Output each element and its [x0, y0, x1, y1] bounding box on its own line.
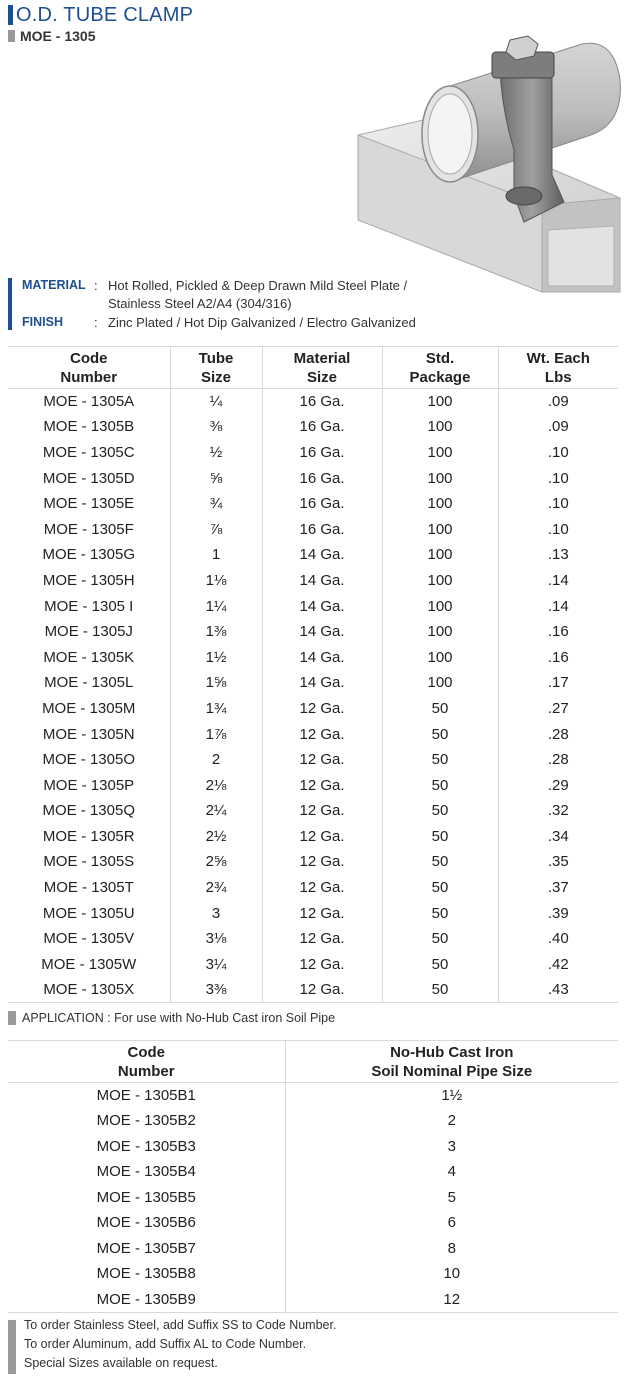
application-text: APPLICATION : For use with No-Hub Cast iron Soil Pipe — [22, 1011, 336, 1025]
tube-size-cell: ⅞ — [170, 516, 262, 542]
std-package-cell: 50 — [382, 747, 498, 773]
weight-cell: .10 — [498, 516, 618, 542]
std-package-cell: 100 — [382, 414, 498, 440]
table-row — [8, 696, 618, 722]
material-size-cell: 16 Ga. — [262, 440, 382, 466]
finish-separator: : — [94, 315, 98, 330]
pipe-size-cell: 4 — [285, 1159, 618, 1185]
header-line: Soil Nominal Pipe Size — [371, 1062, 533, 1080]
table-row — [8, 1159, 618, 1185]
code-number-cell: MOE - 1305B9 — [8, 1287, 285, 1313]
tube-size-cell: 1¼ — [170, 593, 262, 619]
tube-size-cell: 1⅜ — [170, 619, 262, 645]
main-table-header-row — [8, 347, 618, 389]
std-package-cell: 100 — [382, 389, 498, 415]
table-row — [8, 900, 618, 926]
code-number-cell: MOE - 1305B5 — [96, 1188, 196, 1206]
code-number-cell: MOE - 1305A — [43, 393, 135, 411]
tube-size-cell: 1⅝ — [170, 670, 262, 696]
material-size-cell: 12 Ga. — [262, 772, 382, 798]
code-number-cell: MOE - 1305R — [42, 827, 135, 845]
weight-cell: .16 — [498, 644, 618, 670]
tube-size-cell: 2⅛ — [170, 772, 262, 798]
table-row — [8, 491, 618, 517]
tube-size-cell: ⅝ — [170, 465, 262, 491]
code-number-cell: MOE - 1305K — [43, 648, 135, 666]
code-number-cell: MOE - 1305T — [43, 879, 134, 897]
tube-size-cell: 1½ — [170, 644, 262, 670]
table-row — [8, 414, 618, 440]
model-number: MOE - 1305 — [20, 28, 96, 44]
header-tube-size — [170, 347, 262, 389]
table-row — [8, 1210, 618, 1236]
std-package-cell: 100 — [382, 670, 498, 696]
weight-cell: .14 — [498, 593, 618, 619]
table-row — [8, 849, 618, 875]
std-package-cell: 50 — [382, 977, 498, 1003]
code-number-cell: MOE - 1305X — [8, 977, 170, 1003]
main-spec-table — [8, 346, 618, 1003]
pipe-size-cell: 6 — [285, 1210, 618, 1236]
code-number-cell: MOE - 1305B8 — [96, 1265, 196, 1283]
code-number-cell: MOE - 1305S — [43, 853, 135, 871]
tube-size-cell: 3 — [170, 900, 262, 926]
table-row — [8, 926, 618, 952]
std-package-cell: 50 — [382, 926, 498, 952]
code-number-cell: MOE - 1305G — [42, 546, 136, 564]
code-number-cell: MOE - 1305V — [43, 930, 135, 948]
tube-size-cell: 2 — [170, 747, 262, 773]
tube-size-cell: 3⅜ — [170, 977, 262, 1003]
material-size-cell: 12 Ga. — [262, 952, 382, 978]
weight-cell: .16 — [498, 619, 618, 645]
table-row — [8, 440, 618, 466]
weight-cell: .39 — [498, 900, 618, 926]
table-row — [8, 1261, 618, 1287]
tube-size-cell: 3¼ — [170, 952, 262, 978]
std-package-cell: 50 — [382, 952, 498, 978]
pipe-size-cell: 8 — [285, 1236, 618, 1262]
table-row — [8, 1134, 618, 1160]
header-line: No-Hub Cast Iron — [390, 1043, 514, 1061]
material-size-cell: 16 Ga. — [262, 491, 382, 517]
notes-accent-bar — [8, 1320, 16, 1374]
table-row — [8, 389, 618, 415]
code-number-cell: MOE - 1305C — [42, 443, 135, 461]
material-size-cell: 12 Ga. — [262, 977, 382, 1003]
header-material-size — [262, 347, 382, 389]
code-number-cell: MOE - 1305B4 — [96, 1163, 196, 1181]
table-row — [8, 516, 618, 542]
tube-size-cell: 2½ — [170, 824, 262, 850]
weight-cell: .27 — [498, 696, 618, 722]
title-row — [8, 4, 193, 26]
header-line: Lbs — [544, 368, 572, 386]
table-row — [8, 721, 618, 747]
table-row — [8, 1236, 618, 1262]
std-package-cell: 100 — [382, 568, 498, 594]
table-row — [8, 772, 618, 798]
header-line: Tube — [198, 349, 234, 367]
weight-cell: .10 — [498, 440, 618, 466]
material-size-cell: 12 Ga. — [262, 849, 382, 875]
std-package-cell: 100 — [382, 619, 498, 645]
header-line: Number — [60, 368, 118, 386]
weight-cell: .17 — [498, 670, 618, 696]
tube-size-cell: ¼ — [170, 389, 262, 415]
std-package-cell: 100 — [382, 440, 498, 466]
code-number-cell: MOE - 1305J — [44, 623, 133, 641]
header-std-package — [382, 347, 498, 389]
header-line: Size — [200, 368, 231, 386]
weight-cell: .32 — [498, 798, 618, 824]
code-number-cell: MOE - 1305H — [42, 571, 135, 589]
material-separator: : — [94, 278, 98, 293]
tube-size-cell: 3⅛ — [170, 926, 262, 952]
code-number-cell: MOE - 1305B1 — [96, 1087, 196, 1104]
material-size-cell: 12 Ga. — [262, 798, 382, 824]
std-package-cell: 50 — [382, 824, 498, 850]
std-package-cell: 100 — [382, 644, 498, 670]
material-size-cell: 12 Ga. — [262, 875, 382, 901]
header-code-number — [8, 347, 170, 389]
application-accent-bar — [8, 1011, 16, 1025]
code-number-cell: MOE - 1305U — [42, 904, 135, 922]
std-package-cell: 50 — [382, 900, 498, 926]
std-package-cell: 50 — [382, 696, 498, 722]
table-row — [8, 875, 618, 901]
weight-cell: .37 — [498, 875, 618, 901]
model-accent-bar — [8, 30, 15, 42]
pipe-size-cell: 3 — [285, 1134, 618, 1160]
pipe-size-cell: 10 — [285, 1261, 618, 1287]
material-size-cell: 16 Ga. — [262, 465, 382, 491]
material-size-cell: 14 Ga. — [262, 568, 382, 594]
code-number-cell: MOE - 1305B7 — [96, 1239, 196, 1257]
table-row — [8, 465, 618, 491]
std-package-cell: 50 — [382, 875, 498, 901]
code-number-cell: MOE - 1305L — [44, 674, 134, 692]
table-row — [8, 1083, 618, 1109]
tube-size-cell: 1⅞ — [170, 721, 262, 747]
material-size-cell: 12 Ga. — [262, 926, 382, 952]
weight-cell: .09 — [498, 414, 618, 440]
code-number-cell: MOE - 1305O — [42, 751, 136, 769]
material-size-cell: 12 Ga. — [262, 747, 382, 773]
std-package-cell: 50 — [382, 798, 498, 824]
tube-size-cell: 1¾ — [170, 696, 262, 722]
note-line: To order Stainless Steel, add Suffix SS to Code Number. — [24, 1318, 337, 1332]
table-row — [8, 619, 618, 645]
tube-size-cell: ⅜ — [170, 414, 262, 440]
code-number-cell: MOE - 1305N — [42, 725, 135, 743]
tube-size-cell: 2¾ — [170, 875, 262, 901]
no-hub-table-header-row — [8, 1041, 618, 1083]
table-row — [8, 670, 618, 696]
pipe-size-cell: 12 — [285, 1287, 618, 1313]
table-row — [8, 1287, 618, 1313]
code-number-cell: MOE - 1305 I — [44, 597, 134, 615]
code-number-cell: MOE - 1305F — [43, 520, 134, 538]
table-row — [8, 977, 618, 1003]
std-package-cell: 50 — [382, 721, 498, 747]
table-row — [8, 747, 618, 773]
weight-cell: .42 — [498, 952, 618, 978]
weight-cell: .10 — [498, 491, 618, 517]
header-line: Code — [127, 1043, 165, 1061]
material-size-cell: 12 Ga. — [262, 900, 382, 926]
pipe-size-cell: 5 — [285, 1185, 618, 1211]
weight-cell: .14 — [498, 568, 618, 594]
page-title: O.D. TUBE CLAMP — [16, 3, 194, 26]
table-row — [8, 593, 618, 619]
weight-cell: .43 — [498, 977, 618, 1003]
material-size-cell: 14 Ga. — [262, 619, 382, 645]
table-row — [8, 1108, 618, 1134]
std-package-cell: 50 — [382, 849, 498, 875]
code-number-cell: MOE - 1305M — [42, 699, 136, 717]
no-hub-table — [8, 1040, 618, 1313]
header-line: Package — [409, 368, 471, 386]
material-size-cell: 12 Ga. — [262, 721, 382, 747]
weight-cell: .09 — [498, 389, 618, 415]
weight-cell: .34 — [498, 824, 618, 850]
weight-cell: .10 — [498, 465, 618, 491]
tube-size-cell: ½ — [170, 440, 262, 466]
pipe-size-cell: 1½ — [285, 1083, 618, 1109]
title-accent-bar — [8, 5, 13, 25]
std-package-cell: 100 — [382, 542, 498, 568]
std-package-cell: 100 — [382, 516, 498, 542]
table-row — [8, 952, 618, 978]
code-number-cell: MOE - 1305B6 — [96, 1214, 196, 1232]
table-row — [8, 542, 618, 568]
header-line: Std. — [425, 349, 455, 367]
header-weight-each — [498, 347, 618, 389]
code-number-cell: MOE - 1305W — [41, 955, 137, 973]
std-package-cell: 100 — [382, 491, 498, 517]
weight-cell: .28 — [498, 721, 618, 747]
material-size-cell: 12 Ga. — [262, 824, 382, 850]
code-number-cell: MOE - 1305B3 — [96, 1137, 196, 1155]
tube-size-cell: ¾ — [170, 491, 262, 517]
code-number-cell: MOE - 1305E — [43, 495, 135, 513]
weight-cell: .35 — [498, 849, 618, 875]
header-line: Wt. Each — [526, 349, 590, 367]
code-number-cell: MOE - 1305Q — [42, 802, 136, 820]
table-row — [8, 1185, 618, 1211]
weight-cell: .28 — [498, 747, 618, 773]
header-line: Size — [306, 368, 337, 386]
weight-cell: .13 — [498, 542, 618, 568]
header-line: Number — [117, 1062, 175, 1080]
application-row — [8, 1010, 335, 1026]
material-value-line1: Hot Rolled, Pickled & Deep Drawn Mild Steel Plate / — [108, 278, 408, 293]
spec-accent-bar — [8, 278, 12, 330]
material-size-cell: 16 Ga. — [262, 414, 382, 440]
table-row — [8, 644, 618, 670]
material-value-line2: Stainless Steel A2/A4 (304/316) — [108, 296, 292, 311]
header-code-number — [8, 1041, 285, 1083]
note-line: To order Aluminum, add Suffix AL to Code Number. — [24, 1337, 307, 1351]
material-size-cell: 12 Ga. — [262, 696, 382, 722]
table-row — [8, 568, 618, 594]
code-number-cell: MOE - 1305D — [42, 469, 135, 487]
finish-value: Zinc Plated / Hot Dip Galvanized / Electro Galvanized — [108, 315, 416, 330]
code-number-cell: MOE - 1305B2 — [96, 1112, 196, 1130]
tube-size-cell: 1⅛ — [170, 568, 262, 594]
pipe-size-cell: 2 — [285, 1108, 618, 1134]
material-size-cell: 14 Ga. — [262, 670, 382, 696]
material-label: MATERIAL — [22, 278, 86, 292]
std-package-cell: 100 — [382, 465, 498, 491]
std-package-cell: 100 — [382, 593, 498, 619]
finish-label: FINISH — [22, 315, 63, 329]
code-number-cell: MOE - 1305B — [43, 418, 135, 436]
table-row — [8, 824, 618, 850]
tube-size-cell: 2¼ — [170, 798, 262, 824]
material-size-cell: 14 Ga. — [262, 593, 382, 619]
material-size-cell: 14 Ga. — [262, 542, 382, 568]
std-package-cell: 50 — [382, 772, 498, 798]
material-size-cell: 14 Ga. — [262, 644, 382, 670]
tube-clamp-illustration — [352, 30, 622, 302]
tube-size-cell: 2⅝ — [170, 849, 262, 875]
weight-cell: .40 — [498, 926, 618, 952]
material-size-cell: 16 Ga. — [262, 389, 382, 415]
tube-size-cell: 1 — [170, 542, 262, 568]
weight-cell: .29 — [498, 772, 618, 798]
model-row — [8, 28, 95, 44]
material-size-cell: 16 Ga. — [262, 516, 382, 542]
header-pipe-size — [285, 1041, 618, 1083]
code-number-cell: MOE - 1305P — [43, 776, 135, 794]
note-line: Special Sizes available on request. — [24, 1356, 218, 1370]
header-line: Material — [293, 349, 351, 367]
header-line: Code — [70, 349, 108, 367]
table-row — [8, 798, 618, 824]
